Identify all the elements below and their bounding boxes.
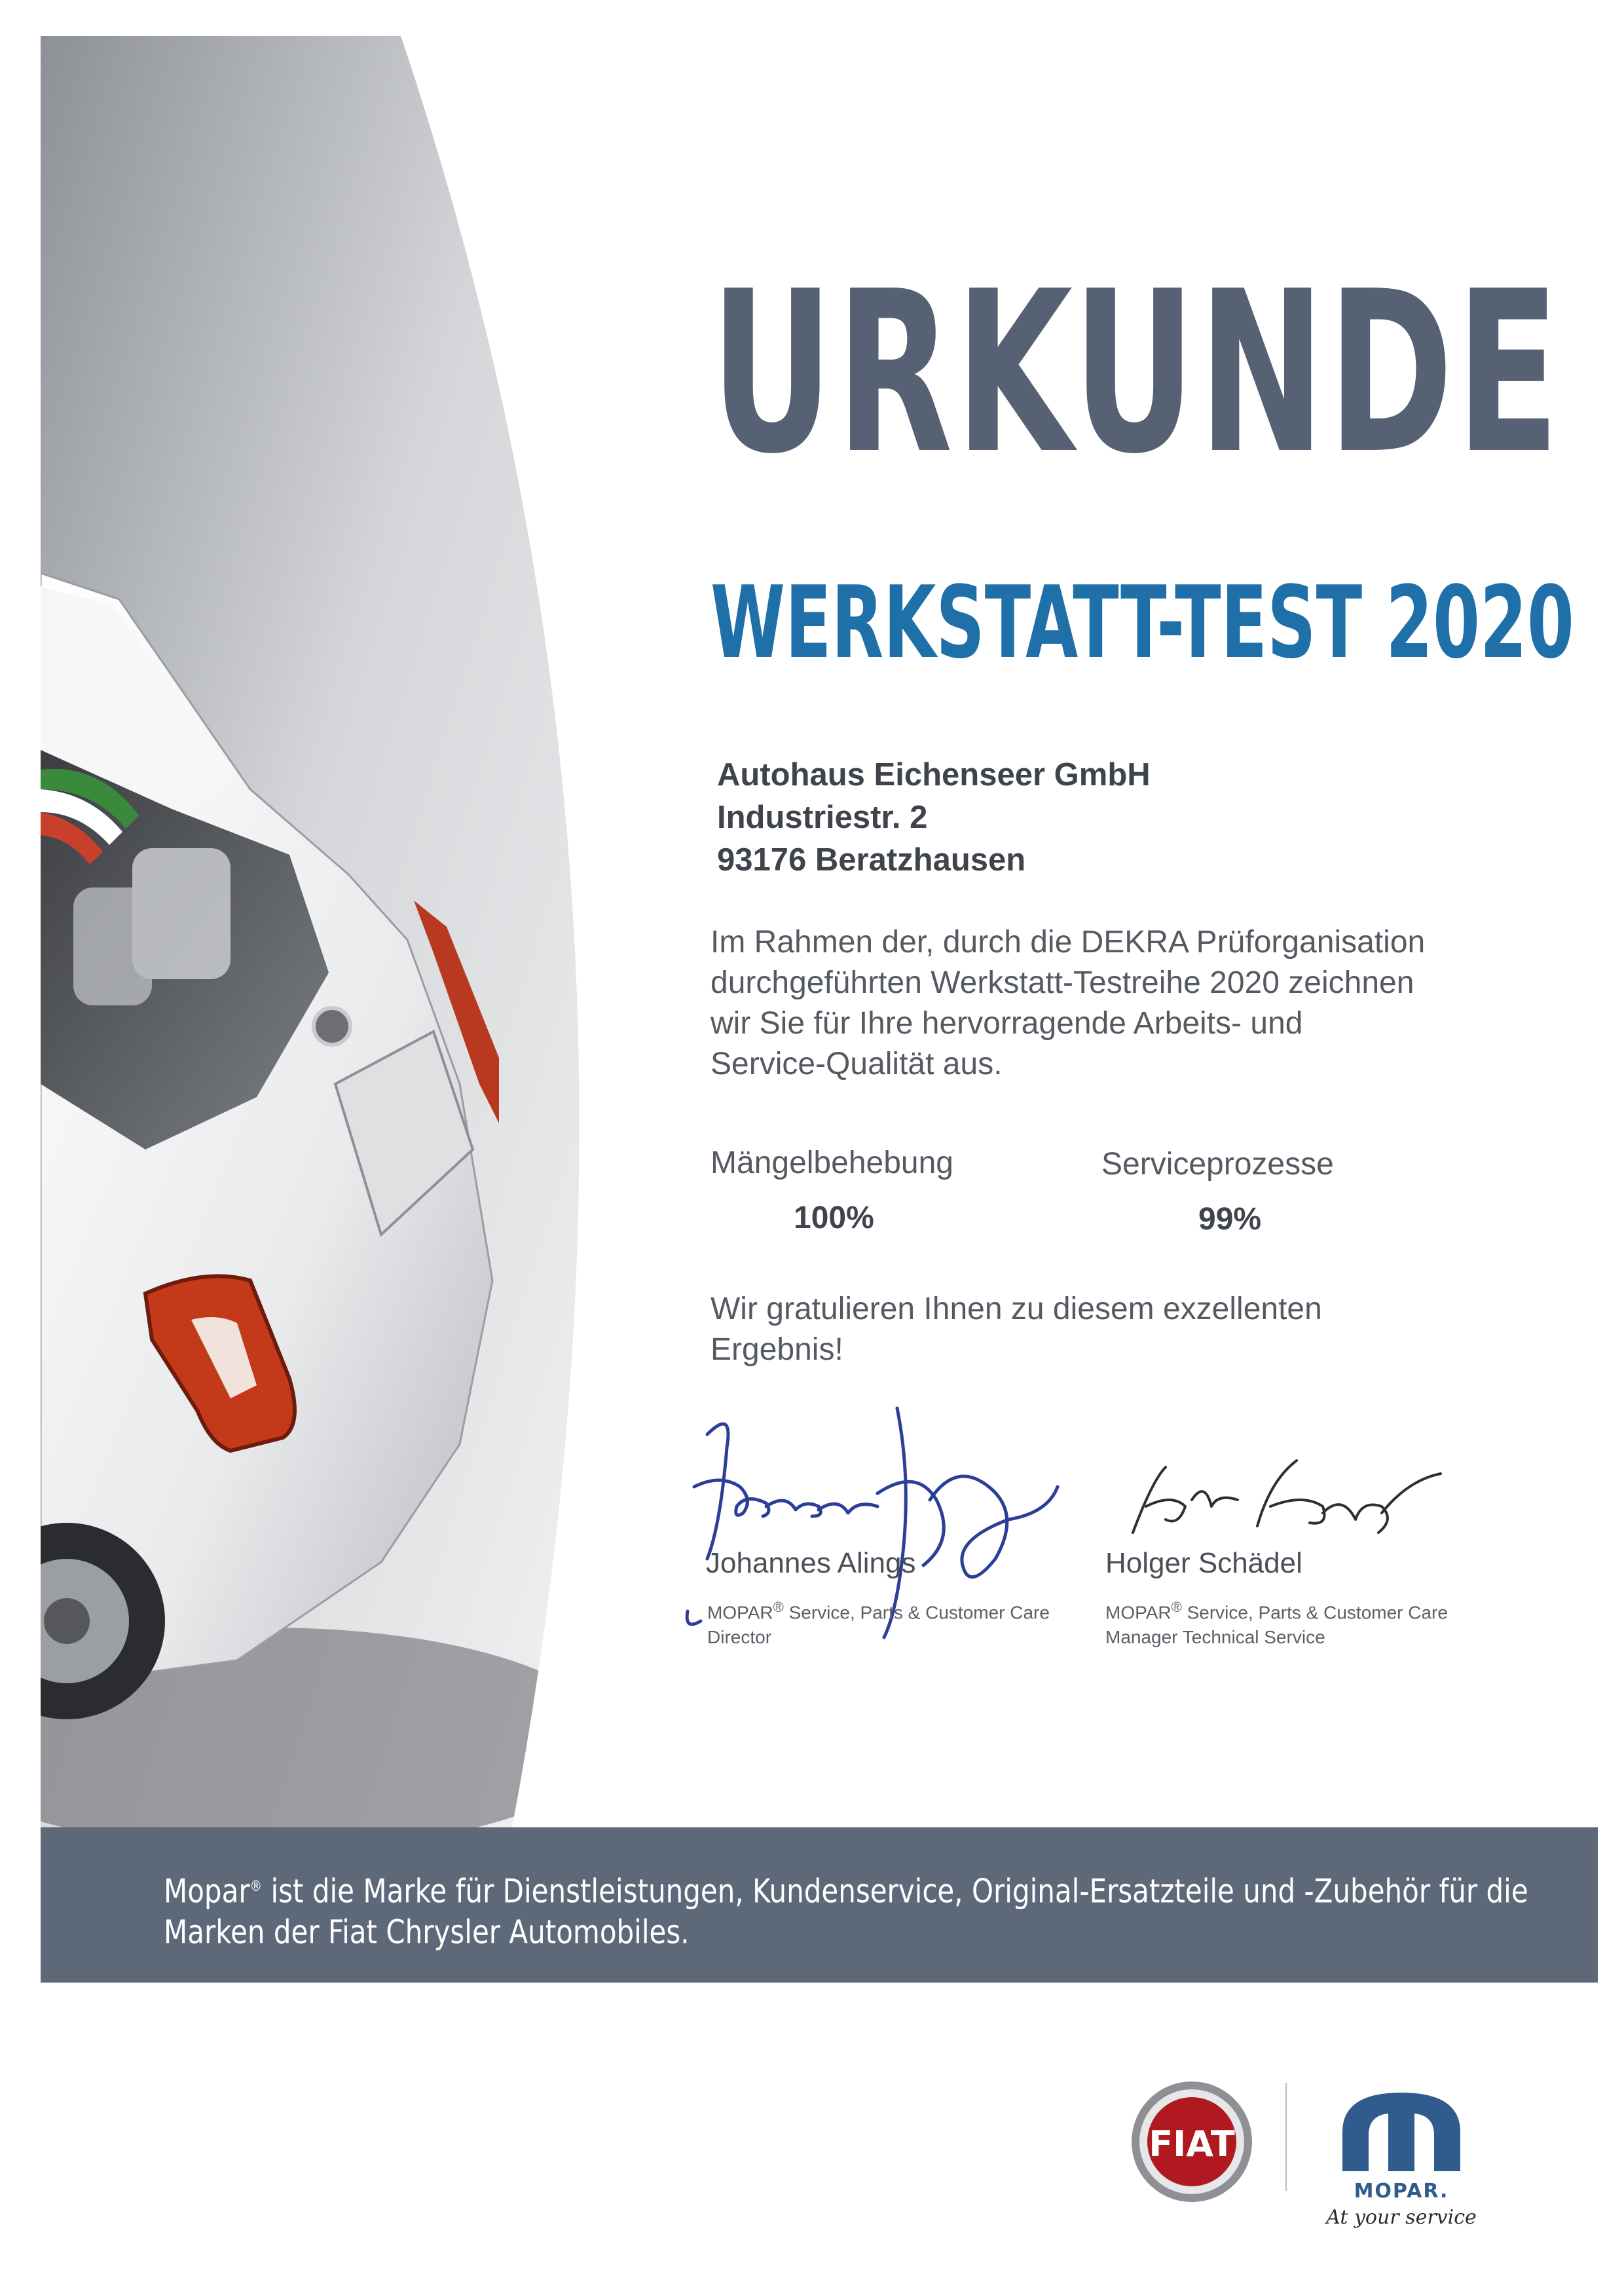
recipient-city: 93176 Beratzhausen: [717, 842, 1026, 878]
congrats-line: Ergebnis!: [710, 1332, 843, 1367]
registered-mark: ®: [773, 1599, 784, 1615]
mopar-brand: MOPAR: [1105, 1602, 1172, 1623]
footer-brand: Mopar: [164, 1872, 250, 1911]
fiat-logo-text: FIAT: [1149, 2123, 1235, 2165]
mopar-logo: [1316, 2073, 1486, 2230]
body-line: wir Sie für Ihre hervorragende Arbeits- und: [710, 1006, 1303, 1041]
recipient-name: Autohaus Eichenseer GmbH: [717, 757, 1151, 793]
signatory-role-schaedel: [1105, 1595, 1448, 1650]
footer-text: [164, 1867, 1528, 1952]
logo-divider: [1285, 2083, 1287, 2191]
congratulations-text: [710, 1289, 1322, 1370]
mopar-tagline: At your service: [1326, 2206, 1477, 2229]
footer-line-2: Marken der Fiat Chrysler Automobiles.: [164, 1912, 690, 1951]
registered-mark: ®: [1171, 1599, 1182, 1615]
registered-mark: ®: [249, 1878, 263, 1895]
signatory-name-alings: Johannes Alings: [706, 1547, 916, 1579]
car-photo-panel: [41, 36, 610, 1827]
body-paragraph: [710, 922, 1425, 1085]
recipient-street: Industriestr. 2: [717, 800, 928, 835]
signature-holger-schaedel: [1113, 1441, 1454, 1559]
metric-value-serviceprozesse: 99%: [1198, 1202, 1262, 1237]
footer-line-1: ist die Marke für Dienstleistungen, Kundenservice, Original-Ersatzteile und -Zubehör für die: [270, 1872, 1528, 1911]
mopar-brand: MOPAR: [707, 1602, 773, 1623]
certificate-title: URKUNDE: [710, 244, 1562, 503]
role-title: Manager Technical Service: [1105, 1627, 1325, 1648]
role-line: Service, Parts & Customer Care: [1187, 1602, 1448, 1623]
metric-label-maengelbehebung: Mängelbehebung: [710, 1146, 953, 1180]
body-line: Service-Qualität aus.: [710, 1047, 1003, 1081]
metric-label-serviceprozesse: Serviceprozesse: [1101, 1147, 1334, 1182]
fiat-500-rear-image: [41, 36, 610, 1827]
body-line: durchgeführten Werkstatt-Testreihe 2020 zeichnen: [710, 965, 1414, 1000]
fiat-logo: [1126, 2076, 1257, 2207]
role-line: Service, Parts & Customer Care: [788, 1602, 1050, 1623]
role-title: Director: [707, 1627, 772, 1648]
metric-value-maengelbehebung: 100%: [794, 1201, 874, 1235]
mopar-logo-text: MOPAR.: [1354, 2180, 1449, 2203]
body-line: Im Rahmen der, durch die DEKRA Prüforganisation: [710, 925, 1426, 960]
congrats-line: Wir gratulieren Ihnen zu diesem exzellenten: [710, 1292, 1322, 1326]
signatory-name-schaedel: Holger Schädel: [1105, 1547, 1302, 1579]
signatory-role-alings: [707, 1595, 1050, 1650]
certificate-subtitle: WERKSTATT-TEST 2020: [710, 565, 1574, 681]
